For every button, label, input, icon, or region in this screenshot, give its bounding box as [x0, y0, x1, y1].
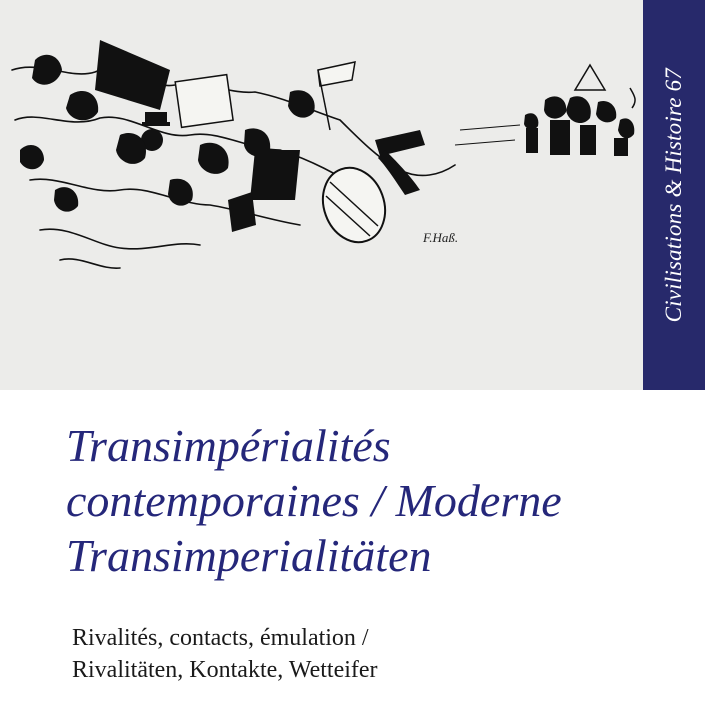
- book-subtitle: [72, 622, 632, 686]
- subtitle-line: Rivalitäten, Kontakte, Wetteifer: [72, 657, 378, 683]
- title-line: contemporaines / Moderne: [66, 475, 562, 526]
- illustration-signature: F.Haß.: [423, 230, 459, 245]
- series-label-container: [643, 0, 705, 390]
- series-label: Civilisations & Histoire 67: [661, 67, 686, 323]
- title-line: Transimperialitäten: [66, 530, 432, 581]
- book-title: [66, 418, 686, 583]
- subtitle-line: Rivalités, contacts, émulation /: [72, 625, 369, 651]
- title-line: Transimpérialités: [66, 420, 391, 471]
